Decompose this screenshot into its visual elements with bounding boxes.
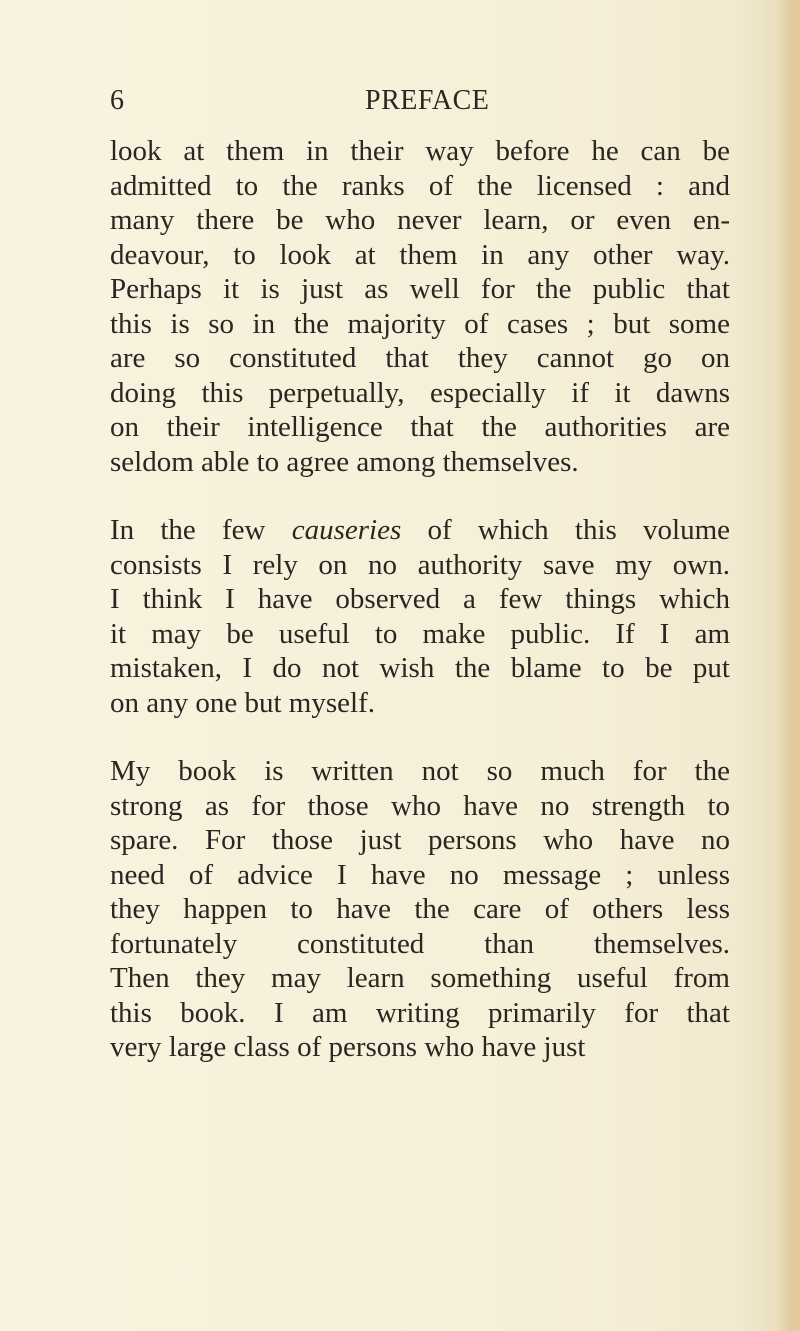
paragraph-2 — [110, 513, 730, 720]
text-line: they happen to have the care of others less — [110, 893, 730, 925]
text-run: of which this volume — [401, 514, 730, 546]
text-line: very large class of persons who have just — [110, 1031, 586, 1063]
text-line: strong as for those who have no strength to — [110, 789, 730, 822]
text-line: Perhaps it is just as well for the public that — [110, 273, 730, 305]
paragraph-1 — [110, 134, 730, 479]
text-line: doing this perpetually, especially if it dawns — [110, 376, 730, 409]
paragraph-3 — [110, 754, 730, 1065]
page-edge-shadow — [776, 0, 800, 1331]
text-line: I think I have observed a few things which — [110, 583, 730, 615]
text-line: deavour, to look at them in any other way. — [110, 238, 730, 271]
text-line: My book is written not so much for the — [110, 755, 730, 787]
text-line: look at them in their way before he can be — [110, 135, 730, 167]
text-line: it may be useful to make public. If I am — [110, 617, 730, 650]
page-number: 6 — [110, 85, 125, 116]
running-head — [110, 84, 730, 118]
text-line: Then they may learn something useful from — [110, 962, 730, 994]
text-line: many there be who never learn, or even en- — [110, 204, 730, 236]
text-run: In the few — [110, 514, 292, 546]
text-line: are so constituted that they cannot go on — [110, 342, 730, 374]
body-text — [110, 134, 730, 1065]
text-line: seldom able to agree among themselves. — [110, 445, 579, 478]
text-line-with-italic — [110, 513, 730, 548]
text-line: fortunately constituted than themselves. — [110, 927, 730, 960]
text-line: consists I rely on no authority save my own. — [110, 548, 730, 581]
text-line: this book. I am writing primarily for that — [110, 996, 730, 1029]
text-line: admitted to the ranks of the licensed : and — [110, 169, 730, 202]
text-line: spare. For those just persons who have no — [110, 824, 730, 856]
text-line: need of advice I have no message ; unless — [110, 858, 730, 891]
text-line: on their intelligence that the authorities are — [110, 411, 730, 443]
text-line: this is so in the majority of cases ; but some — [110, 307, 730, 340]
running-head-title: PREFACE — [365, 85, 490, 116]
text-line: mistaken, I do not wish the blame to be put — [110, 652, 730, 684]
italic-word: causeries — [291, 514, 402, 546]
text-line: on any one but myself. — [110, 686, 375, 719]
